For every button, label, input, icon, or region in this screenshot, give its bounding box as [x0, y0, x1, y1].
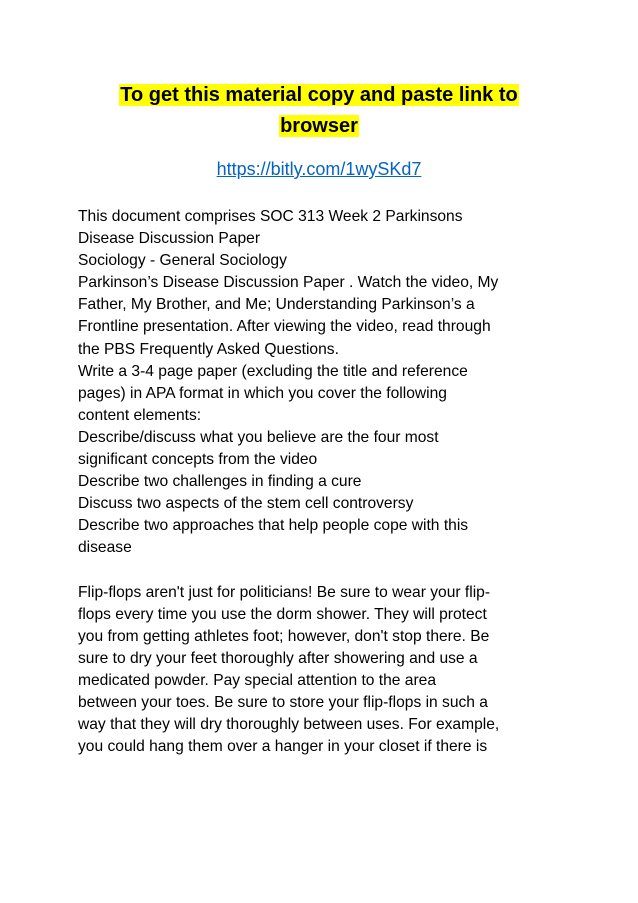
body-line: disease [78, 539, 132, 557]
body-line: Sociology - General Sociology [78, 252, 287, 270]
body-line: Write a 3-4 page paper (excluding the title and reference [78, 362, 468, 380]
material-link[interactable]: https://bitly.com/1wySKd7 [216, 159, 422, 179]
paragraph-line: you could hang them over a hanger in your closet if there is [78, 738, 488, 756]
body-line: Parkinson’s Disease Discussion Paper . Watch the video, My [78, 274, 499, 292]
body-line: Discuss two aspects of the stem cell controversy [78, 495, 414, 513]
paragraph-gap [78, 560, 563, 582]
body-line: Describe/discuss what you believe are the four most [78, 428, 439, 446]
paragraph-line: way that they will dry thoroughly between uses. For example, [78, 716, 500, 734]
header-title [78, 80, 560, 142]
document-body [78, 206, 563, 758]
paragraph-line: sure to dry your feet thoroughly after showering and use a [78, 649, 478, 667]
paragraph-line: Flip-flops aren't just for politicians! Be sure to wear your flip- [78, 583, 491, 601]
body-line: Describe two approaches that help people cope with this [78, 517, 469, 535]
paragraph-line: medicated powder. Pay special attention to the area [78, 671, 437, 689]
title-line-2: browser [280, 115, 358, 137]
body-line: This document comprises SOC 313 Week 2 Parkinsons [78, 208, 463, 225]
body-line: pages) in APA format in which you cover the following [78, 384, 447, 402]
paragraph-line: flops every time you use the dorm shower. They will protect [78, 605, 487, 623]
body-line: Describe two challenges in finding a cure [78, 473, 362, 491]
body-line: Disease Discussion Paper [78, 230, 261, 248]
body-line: the PBS Frequently Asked Questions. [78, 340, 339, 358]
paragraph-line: between your toes. Be sure to store your flip-flops in such a [78, 694, 488, 712]
body-line: significant concepts from the video [78, 451, 318, 469]
body-line: content elements: [78, 406, 202, 424]
body-line: Father, My Brother, and Me; Understanding Parkinson’s a [78, 296, 475, 314]
body-line: Frontline presentation. After viewing the video, read through [78, 318, 491, 336]
title-line-1: To get this material copy and paste link to [120, 84, 518, 106]
paragraph-line: you from getting athletes foot; however, don't stop there. Be [78, 627, 490, 645]
